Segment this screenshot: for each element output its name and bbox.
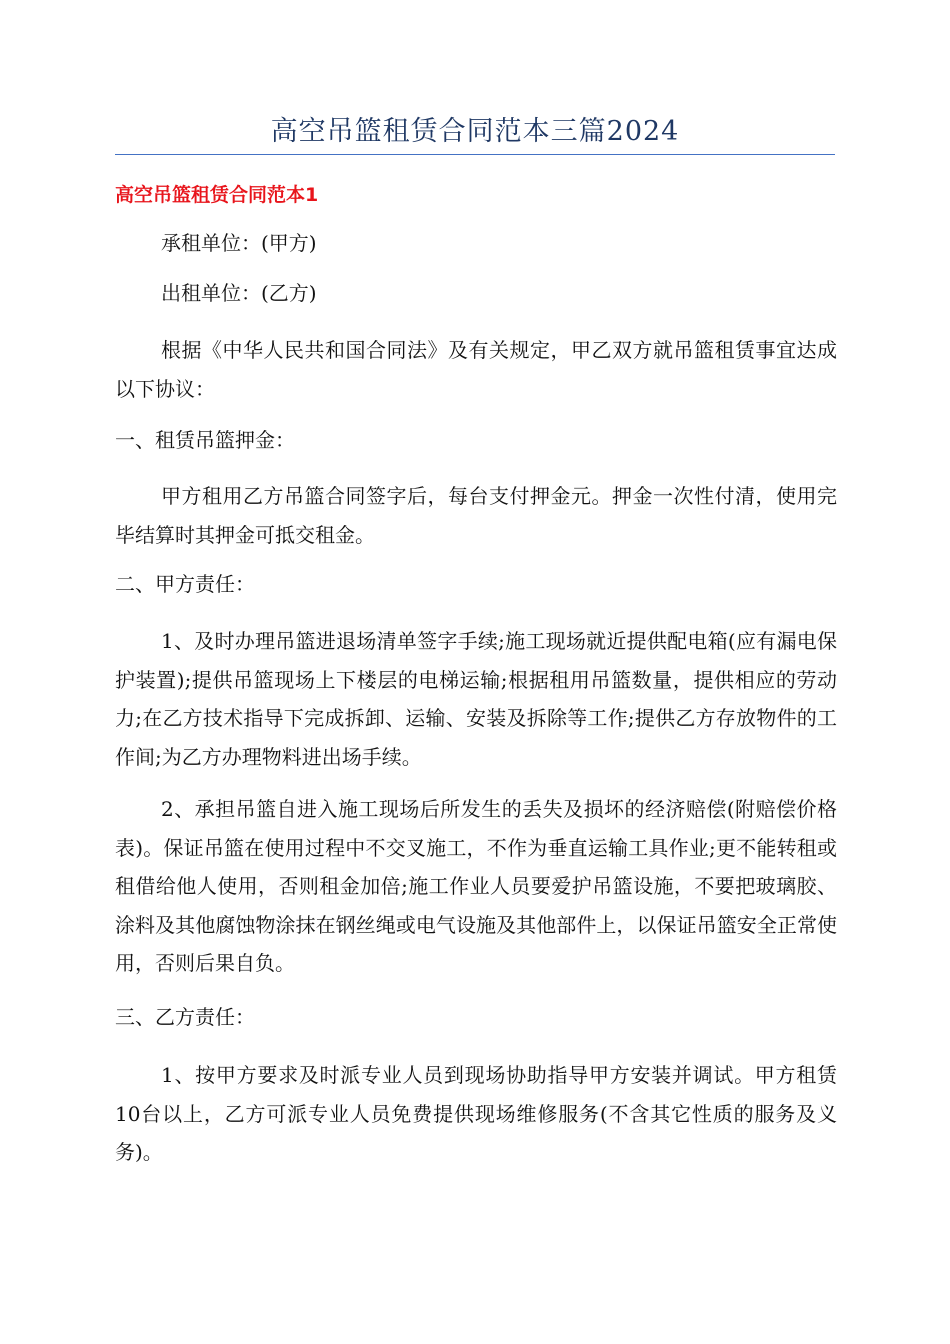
lessee-line: 承租单位：(甲方) bbox=[161, 231, 317, 255]
section-heading: 高空吊篮租赁合同范本1 bbox=[115, 184, 319, 206]
clause-heading-party-b: 三、乙方责任： bbox=[115, 1005, 255, 1029]
party-a-duty-1: 1、及时办理吊篮进退场清单签字手续;施工现场就近提供配电箱(应有漏电保护装置);提供吊篮现场上下楼层的电梯运输;根据租用吊篮数量，提供相应的劳动力;在乙方技术指导下完成拆卸、运输、安装及拆除等工作;提供乙方存放物件的工作间;为乙方办理物料进出场手续。 bbox=[115, 629, 837, 769]
title-underline bbox=[115, 154, 835, 155]
preamble-paragraph: 根据《中华人民共和国合同法》及有关规定，甲乙双方就吊篮租赁事宜达成以下协议： bbox=[115, 338, 837, 401]
party-a-duty-2: 2、承担吊篮自进入施工现场后所发生的丢失及损坏的经济赔偿(附赔偿价格表)。保证吊篮在使用过程中不交叉施工，不作为垂直运输工具作业;更不能转租或租借给他人使用，否则租金加倍;施工作业人员要爱护吊篮设施，不要把玻璃胶、涂料及其他腐蚀物涂抹在钢丝绳或电气设施及其他部件上，以保证吊篮安全正常使用，否则后果自负。 bbox=[115, 797, 837, 975]
document-title: 高空吊篮租赁合同范本三篇2024 bbox=[270, 116, 680, 147]
clause-heading-deposit: 一、租赁吊篮押金： bbox=[115, 428, 295, 452]
deposit-paragraph: 甲方租用乙方吊篮合同签字后，每台支付押金元。押金一次性付清，使用完毕结算时其押金可抵交租金。 bbox=[115, 484, 837, 547]
lessor-line: 出租单位：(乙方) bbox=[161, 281, 317, 305]
clause-heading-party-a: 二、甲方责任： bbox=[115, 572, 255, 596]
party-b-duty-1: 1、按甲方要求及时派专业人员到现场协助指导甲方安装并调试。甲方租赁10台以上，乙方可派专业人员免费提供现场维修服务(不含其它性质的服务及义务)。 bbox=[115, 1063, 837, 1164]
